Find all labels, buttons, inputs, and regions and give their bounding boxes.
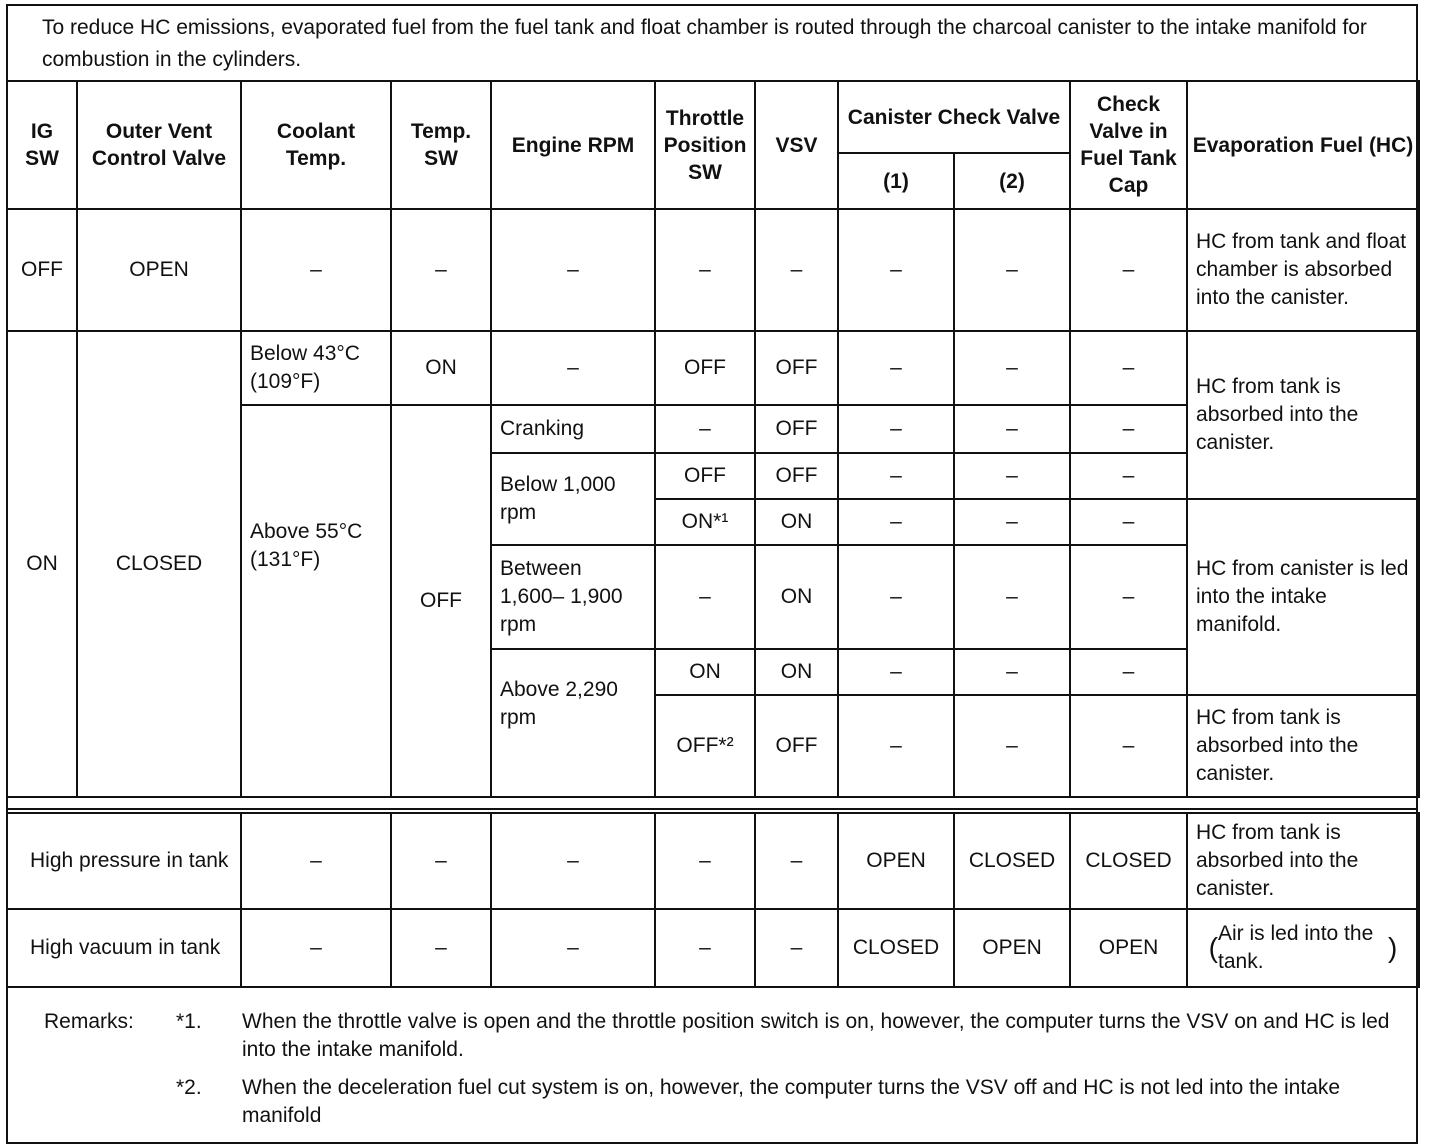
- dash: –: [954, 499, 1070, 545]
- vacuum-cc1: CLOSED: [838, 909, 954, 987]
- header-vsv: VSV: [755, 81, 838, 209]
- temp-sw-on: ON: [391, 331, 491, 405]
- dash: –: [655, 813, 755, 909]
- evap-off: HC from tank and float chamber is absorbed into the canister.: [1187, 209, 1419, 331]
- tps-on: ON: [655, 649, 755, 695]
- vsv-on: ON: [755, 649, 838, 695]
- coolant-low: Below 43°C (109°F): [241, 331, 391, 405]
- remark-1-text: When the throttle valve is open and the throttle position switch is on, however, the computer turns the VSV on and HC is led into the intake manifold.: [242, 1010, 1390, 1061]
- dash: –: [838, 405, 954, 453]
- remark-2-number: *2.: [176, 1076, 202, 1099]
- ig-on: ON: [7, 331, 77, 797]
- dash: –: [954, 209, 1070, 331]
- remark-1-number: *1.: [176, 1010, 202, 1033]
- pressure-check: CLOSED: [1070, 813, 1187, 909]
- dash: –: [954, 695, 1070, 797]
- tank-condition-table: [6, 812, 1420, 988]
- dash: –: [391, 209, 491, 331]
- dash: –: [954, 331, 1070, 405]
- header-check-valve: Check Valve in Fuel Tank Cap: [1070, 81, 1187, 209]
- dash: –: [655, 209, 755, 331]
- dash: –: [1070, 209, 1187, 331]
- header-throttle: Throttle Position SW: [655, 81, 755, 209]
- dash: –: [241, 813, 391, 909]
- header-cc1: (1): [838, 153, 954, 209]
- high-pressure-label: High pressure in tank: [7, 813, 241, 909]
- dash: –: [241, 209, 391, 331]
- dash: –: [954, 405, 1070, 453]
- vent-closed: CLOSED: [77, 331, 241, 797]
- tps-on-note1: ON*¹: [655, 499, 755, 545]
- dash: –: [838, 331, 954, 405]
- evap-led: HC from canister is led into the intake manifold.: [1187, 499, 1419, 695]
- dash: –: [954, 453, 1070, 499]
- pressure-evap: HC from tank is absorbed into the canister.: [1187, 813, 1419, 909]
- vacuum-evap: Air is led into the tank.: [1218, 922, 1374, 973]
- dash: –: [838, 545, 954, 649]
- header-engine-rpm: Engine RPM: [491, 81, 655, 209]
- vsv-off: OFF: [755, 453, 838, 499]
- rpm-cranking: Cranking: [491, 405, 655, 453]
- dash: –: [491, 331, 655, 405]
- high-vacuum-label: High vacuum in tank: [7, 909, 241, 987]
- dash: –: [1070, 649, 1187, 695]
- temp-sw-off: OFF: [391, 405, 491, 797]
- vacuum-evap-cell: [1187, 909, 1419, 987]
- coolant-high: Above 55°C (131°F): [241, 405, 391, 797]
- evap-absorbed-2: HC from tank is absorbed into the canister.: [1187, 695, 1419, 797]
- remarks-label: Remarks:: [44, 1010, 134, 1033]
- dash: –: [491, 813, 655, 909]
- dash: –: [755, 209, 838, 331]
- remark-2-text: When the deceleration fuel cut system is on, however, the computer turns the VSV off and HC is not led into the intake manifold: [242, 1076, 1341, 1127]
- pressure-cc1: OPEN: [838, 813, 954, 909]
- dash: –: [755, 813, 838, 909]
- dash: –: [954, 545, 1070, 649]
- rpm-above-2290: Above 2,290 rpm: [491, 649, 655, 797]
- tps-off: OFF: [655, 453, 755, 499]
- intro-text: To reduce HC emissions, evaporated fuel from the fuel tank and float chamber is routed through the charcoal canister to the intake manifold for combustion in the cylinders.: [6, 4, 1418, 82]
- dash: –: [1070, 695, 1187, 797]
- vsv-off: OFF: [755, 405, 838, 453]
- left-paren: (: [1208, 932, 1218, 963]
- dash: –: [838, 649, 954, 695]
- dash: –: [391, 813, 491, 909]
- header-ig-sw: IG SW: [7, 81, 77, 209]
- header-coolant-temp: Coolant Temp.: [241, 81, 391, 209]
- vsv-on: ON: [755, 499, 838, 545]
- dash: –: [1070, 405, 1187, 453]
- dash: –: [655, 405, 755, 453]
- dash: –: [491, 209, 655, 331]
- dash: –: [1070, 499, 1187, 545]
- dash: –: [391, 909, 491, 987]
- vsv-on: ON: [755, 545, 838, 649]
- table-separator: [6, 796, 1418, 810]
- dash: –: [1070, 453, 1187, 499]
- dash: –: [838, 209, 954, 331]
- vacuum-check: OPEN: [1070, 909, 1187, 987]
- dash: –: [491, 909, 655, 987]
- evap-absorbed: HC from tank is absorbed into the canister.: [1187, 331, 1419, 499]
- dash: –: [1070, 545, 1187, 649]
- vsv-off: OFF: [755, 331, 838, 405]
- header-evaporation: Evaporation Fuel (HC): [1187, 81, 1419, 209]
- rpm-between: Between 1,600– 1,900 rpm: [491, 545, 655, 649]
- remarks-section: [6, 986, 1418, 1144]
- header-temp-sw: Temp. SW: [391, 81, 491, 209]
- dash: –: [838, 695, 954, 797]
- ig-off: OFF: [7, 209, 77, 331]
- dash: –: [655, 545, 755, 649]
- vent-open: OPEN: [77, 209, 241, 331]
- header-canister-check: Canister Check Valve: [838, 81, 1070, 153]
- tps-off-note2: OFF*²: [655, 695, 755, 797]
- header-outer-vent: Outer Vent Control Valve: [77, 81, 241, 209]
- vsv-off: OFF: [755, 695, 838, 797]
- dash: –: [755, 909, 838, 987]
- rpm-below-1000: Below 1,000 rpm: [491, 453, 655, 545]
- right-paren: ): [1388, 932, 1398, 963]
- vacuum-cc2: OPEN: [954, 909, 1070, 987]
- tps-off: OFF: [655, 331, 755, 405]
- dash: –: [241, 909, 391, 987]
- dash: –: [1070, 331, 1187, 405]
- pressure-cc2: CLOSED: [954, 813, 1070, 909]
- dash: –: [655, 909, 755, 987]
- dash: –: [954, 649, 1070, 695]
- header-cc2: (2): [954, 153, 1070, 209]
- dash: –: [838, 499, 954, 545]
- operation-table: [6, 80, 1420, 798]
- dash: –: [838, 453, 954, 499]
